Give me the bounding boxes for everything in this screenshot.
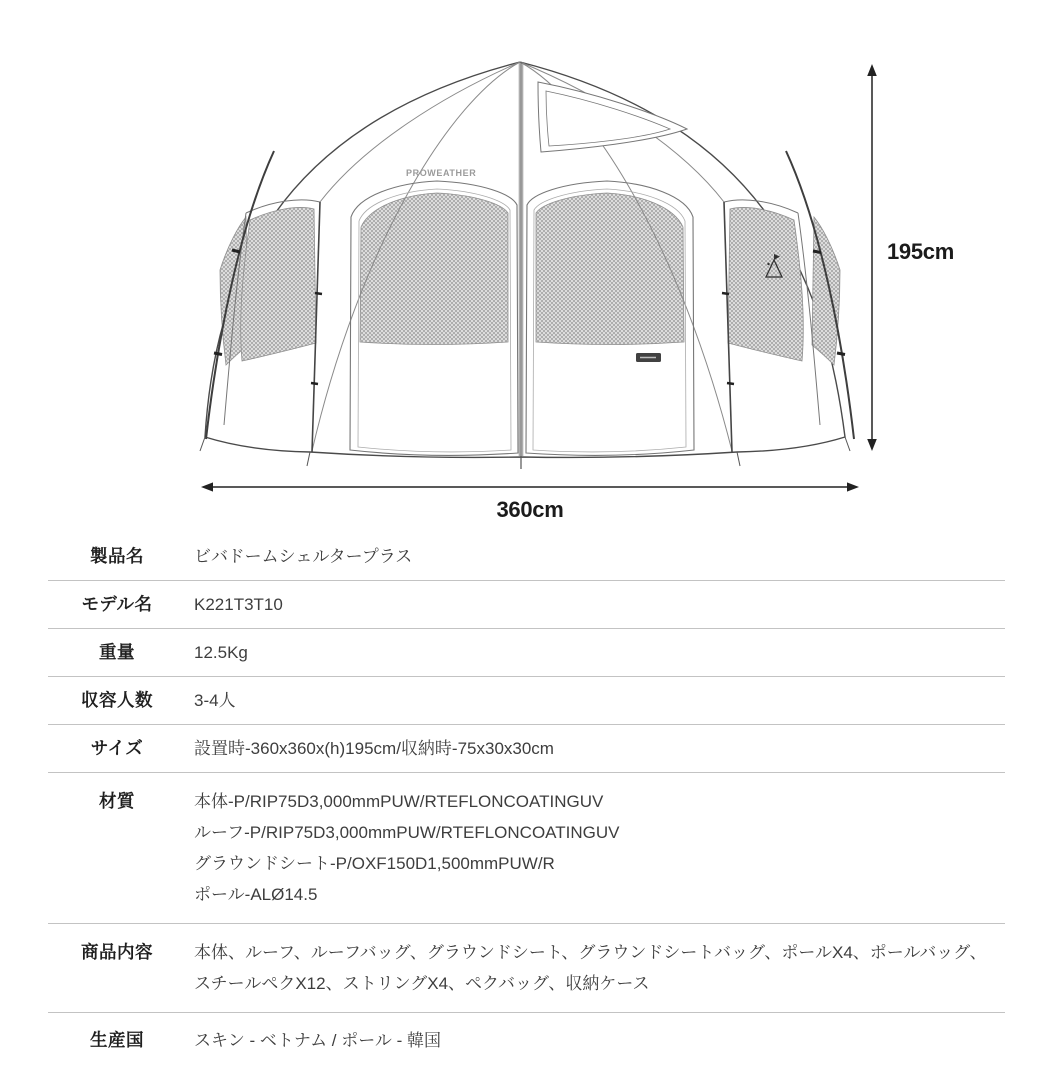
height-dimension-arrow [867,64,877,451]
spec-row-weight [48,629,1005,677]
spec-label: 生産国 [90,1030,144,1050]
spec-value [186,937,1005,999]
spec-row-product-name [48,533,1005,581]
spec-row-contents [48,924,1005,1013]
door-badge [636,353,661,362]
spec-value-line: 本体-P/RIP75D3,000mmPUW/RTEFLONCOATINGUV [194,792,604,811]
product-diagram-section [0,0,1053,533]
spec-value [186,541,1005,572]
spec-value-line: ビバドームシェルタープラス [194,547,413,566]
spec-label: 重量 [99,642,135,662]
width-dimension-arrow [201,482,859,491]
spec-label: 収容人数 [81,690,153,710]
spec-value-line: 12.5Kg [194,643,248,662]
spec-row-model-name [48,581,1005,629]
spec-label: 材質 [99,791,135,811]
spec-row-country [48,1013,1005,1064]
spec-value-line: K221T3T10 [194,595,283,614]
spec-row-size [48,725,1005,773]
spec-value-line: グラウンドシート-P/OXF150D1,500mmPUW/R [194,854,555,873]
spec-label: モデル名 [81,594,153,614]
spec-table [48,533,1005,1064]
spec-value [186,637,1005,668]
spec-value [186,733,1005,764]
spec-value-line: ポール-ALØ14.5 [194,885,318,904]
spec-value-line: スチールペクX12、ストリングX4、ペクバッグ、収納ケース [194,974,650,993]
width-dimension-label: 360cm [496,497,564,522]
height-dimension-label: 195cm [887,239,955,264]
spec-value-line: ルーフ-P/RIP75D3,000mmPUW/RTEFLONCOATINGUV [194,823,620,842]
tent-diagram [0,40,1053,540]
spec-row-material [48,773,1005,924]
spec-value-line: 設置時-360x360x(h)195cm/収納時-75x30x30cm [194,739,554,758]
spec-value-line: 本体、ルーフ、ルーフバッグ、グラウンドシート、グラウンドシートバッグ、ポールX4、ポールバッグ、 [194,943,987,962]
spec-label: 商品内容 [81,942,153,962]
spec-label: サイズ [90,738,144,758]
spec-value [186,786,1005,910]
brand-logo-text: PROWEATHER [406,168,477,178]
spec-value-line: 3-4人 [194,691,236,710]
spec-label: 製品名 [90,546,144,566]
spec-value [186,1025,1005,1056]
spec-value [186,589,1005,620]
spec-value [186,685,1005,716]
spec-value-line: スキン - ベトナム / ポール - 韓国 [194,1031,442,1050]
spec-row-capacity [48,677,1005,725]
